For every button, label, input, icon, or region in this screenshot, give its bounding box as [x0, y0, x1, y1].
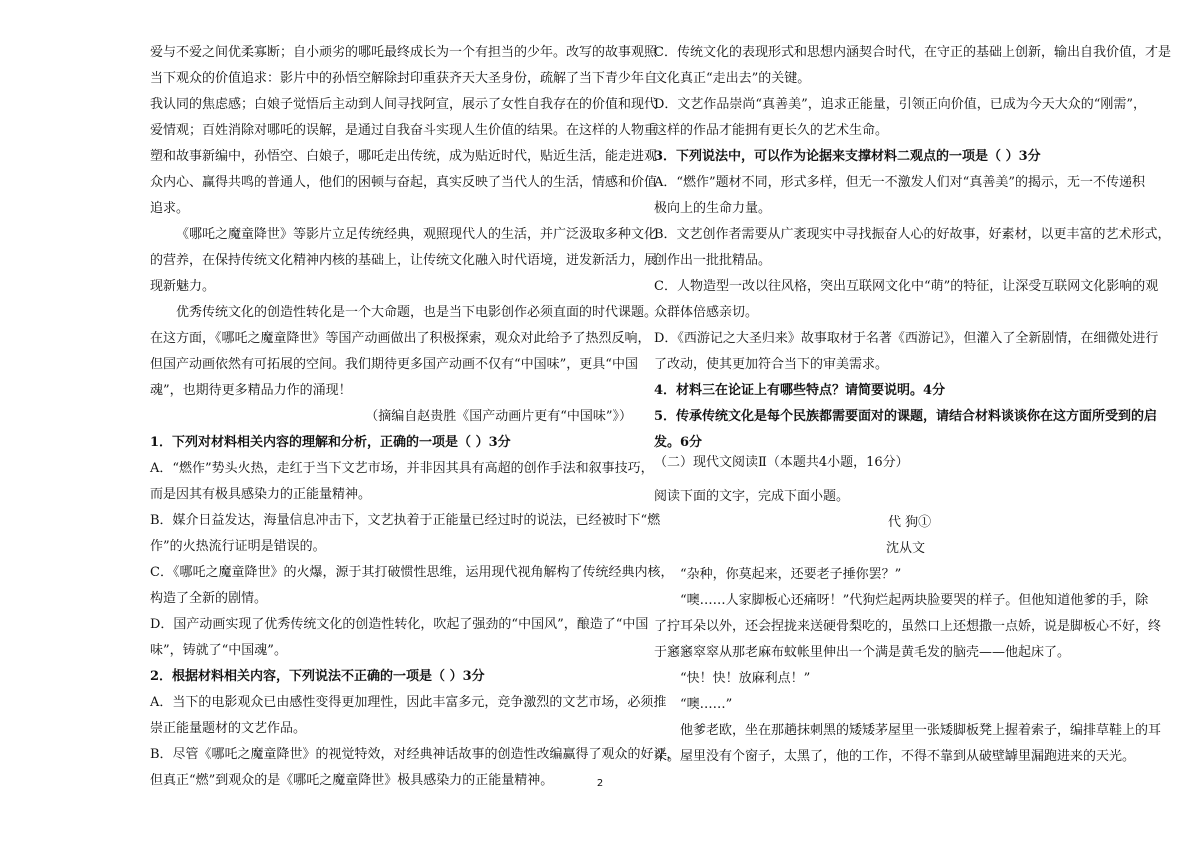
- option-line: 崇正能量题材的文艺作品。: [150, 721, 307, 736]
- text-line: 于窸窸窣窣从那老麻布蚊帐里伸出一个满是黄毛发的脑壳——他起床了。: [654, 645, 1071, 660]
- text-line: 魂”，也期待更多精品力作的涌现！: [150, 383, 352, 398]
- option-line: D．国产动画实现了优秀传统文化的创造性转化，吹起了强劲的“中国风”，酿造了“中国: [150, 617, 649, 632]
- text-line: 朵。屋里没有个窗子，太黑了，他的工作，不得不靠到从破壁罅里漏跑进来的天光。: [654, 749, 1136, 764]
- text-line: 众内心、赢得共鸣的普通人，他们的困顿与奋起，真实反映了当代人的生活，情感和价值: [150, 175, 658, 190]
- option-line: 作”的火热流行证明是错误的。: [150, 539, 326, 554]
- option-line: 了改动，使其更加符合当下的审美需求。: [654, 357, 889, 372]
- paragraph-start: “噢……”: [680, 697, 733, 712]
- option-line: C．传统文化的表现形式和思想内涵契合时代，在守正的基础上创新，输出自我价值，才是: [654, 45, 1171, 60]
- text-line: 当下观众的价值追求：影片中的孙悟空解除封印重获齐天大圣身份，疏解了当下青少年自: [150, 71, 658, 86]
- option-line: A．“燃作”势头火热，走红于当下文艺市场，并非因其具有高超的创作手法和叙事技巧，: [150, 461, 654, 476]
- text-line: 的营养，在保持传统文化精神内核的基础上，让传统文化融入时代语境，迸发新活力，展: [150, 253, 658, 268]
- question-4: 4．材料三在论证上有哪些特点？请简要说明。4分: [654, 383, 946, 398]
- option-line: 众群体倍感亲切。: [654, 305, 759, 320]
- option-line: 构造了全新的剧情。: [150, 591, 268, 606]
- question-5: 5．传承传统文化是每个民族都需要面对的课题，请结合材料谈谈你在这方面所受到的启: [654, 409, 1158, 424]
- section-heading: （二）现代文阅读Ⅱ（本题共4小题，16分）: [654, 455, 909, 470]
- option-line: D．文艺作品崇尚“真善美”，追求正能量，引领正向价值，已成为今天大众的“刚需”，: [654, 97, 1147, 112]
- question-2: 2．根据材料相关内容，下列说法不正确的一项是（ ）3分: [150, 669, 485, 684]
- text-line: 在这方面，《哪吒之魔童降世》等国产动画做出了积极探索，观众对此给予了热烈反响，: [150, 331, 651, 346]
- text-line: 但国产动画依然有可拓展的空间。我们期待更多国产动画不仅有“中国味”，更具“中国: [150, 357, 638, 372]
- paragraph-start: 优秀传统文化的创造性转化是一个大命题，也是当下电影创作必须直面的时代课题。: [176, 305, 658, 320]
- text-line: 了拧耳朵以外，还会捏拢来送硬骨梨吃的，虽然口上还想撒一点娇，说是脚板心不好，终: [654, 619, 1162, 634]
- option-line: B．文艺创作者需要从广袤现实中寻找振奋人心的好故事，好素材，以更丰富的艺术形式，: [654, 227, 1171, 242]
- option-line: 创作出一批批精品。: [654, 253, 772, 268]
- paragraph-start: 《哪吒之魔童降世》等影片立足传统经典，观照现代人的生活，并广泛汲取多种文化: [176, 227, 658, 242]
- text-line: 爱情观；百姓消除对哪吒的误解，是通过自我奋斗实现人生价值的结果。在这样的人物重: [150, 123, 658, 138]
- option-line: B．尽管《哪吒之魔童降世》的视觉特效，对经典神话故事的创造性改编赢得了观众的好评，: [150, 747, 680, 762]
- option-line: 但真正“燃”到观众的是《哪吒之魔童降世》极具感染力的正能量精神。: [150, 773, 554, 788]
- option-line: B．媒介日益发达，海量信息冲击下，文艺执着于正能量已经过时的说法，已经被时下“燃: [150, 513, 661, 528]
- instruction: 阅读下面的文字，完成下面小题。: [654, 489, 850, 504]
- text-line: 塑和故事新编中，孙悟空、白娘子，哪吒走出传统，成为贴近时代，贴近生活，能走进观: [150, 149, 658, 164]
- text-line: 现新魅力。: [150, 279, 216, 294]
- paragraph-start: “快！快！放麻利点！”: [680, 671, 811, 686]
- question-1: 1．下列对材料相关内容的理解和分析，正确的一项是（ ）3分: [150, 435, 511, 450]
- option-line: D．《西游记之大圣归来》故事取材于名著《西游记》，但灌入了全新剧情，在细微处进行: [654, 331, 1159, 346]
- text-line: 我认同的焦虑感；白娘子觉悟后主动到人间寻找阿宣，展示了女性自我存在的价值和现代: [150, 97, 658, 112]
- paragraph-start: 他爹老欧，坐在那趟抹刺黑的矮矮茅屋里一张矮脚板凳上握着索子，编排草鞋上的耳: [680, 723, 1162, 738]
- option-line: 这样的作品才能拥有更长久的艺术生命。: [654, 123, 889, 138]
- question-5-cont: 发。6分: [654, 435, 703, 450]
- option-line: A．当下的电影观众已由感性变得更加理性，因此丰富多元，竞争激烈的文艺市场，必须推: [150, 695, 667, 710]
- paragraph-start: “噢……人家脚板心还痛呀！”代狗烂起两块脸要哭的样子。但他知道他爹的手，除: [680, 593, 1149, 608]
- option-line: C．《哪吒之魔童降世》的火爆，源于其打破惯性思维，运用现代视角解构了传统经典内核，: [150, 565, 674, 580]
- source-citation: （摘编自赵贵胜《国产动画片更有“中国味”》）: [365, 409, 632, 424]
- option-line: 味”，铸就了“中国魂”。: [150, 643, 287, 658]
- story-author: 沈从文: [886, 541, 926, 556]
- question-3: 3．下列说法中，可以作为论据来支撑材料二观点的一项是（ ）3分: [654, 149, 1041, 164]
- paragraph-start: “杂种，你莫起来，还要老子捶你罢？”: [680, 567, 902, 582]
- option-line: 文化真正“走出去”的关键。: [654, 71, 811, 86]
- story-title: 代 狗①: [888, 515, 932, 530]
- option-line: 极向上的生命力量。: [654, 201, 772, 216]
- text-line: 爱与不爱之间优柔寡断；自小顽劣的哪吒最终成长为一个有担当的少年。改写的故事观照: [150, 45, 658, 60]
- option-line: A．“燃作”题材不同，形式多样，但无一不激发人们对“真善美”的揭示，无一不传递积: [654, 175, 1145, 190]
- page-number: 2: [596, 778, 604, 789]
- text-line: 追求。: [150, 201, 190, 216]
- option-line: C．人物造型一改以往风格，突出互联网文化中“萌”的特征，让深受互联网文化影响的观: [654, 279, 1159, 294]
- option-line: 而是因其有极具感染力的正能量精神。: [150, 487, 372, 502]
